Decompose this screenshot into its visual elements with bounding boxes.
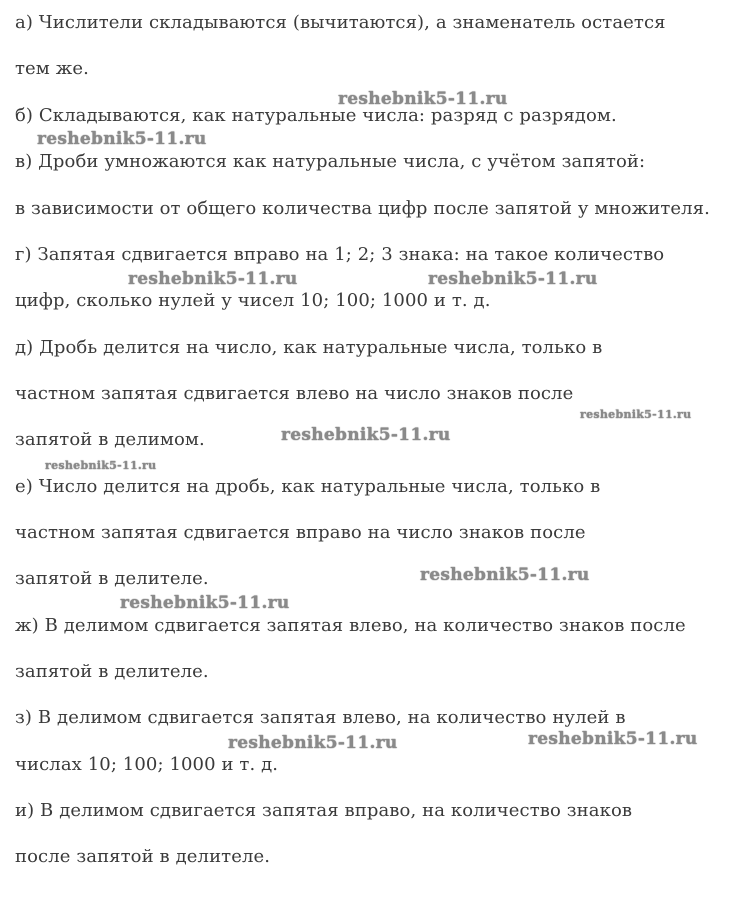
watermark: reshebnik5-11.ru: [45, 459, 157, 472]
text-line-z1: з) В делимом сдвигается запятая влево, на количество нулей в: [15, 707, 626, 728]
text-line-v1: в) Дроби умножаются как натуральные числа, с учётом запятой:: [15, 151, 646, 172]
text-line-i1: и) В делимом сдвигается запятая вправо, на количество знаков: [15, 800, 633, 821]
text-line-a2: тем же.: [15, 58, 89, 79]
watermark: reshebnik5-11.ru: [37, 129, 207, 149]
text-line-e1: е) Число делится на дробь, как натуральные числа, только в: [15, 476, 601, 497]
watermark: reshebnik5-11.ru: [420, 565, 590, 585]
text-line-i2: после запятой в делителе.: [15, 846, 271, 867]
text-line-b: б) Складываются, как натуральные числа: разряд с разрядом.: [15, 105, 617, 126]
text-line-e3: запятой в делителе.: [15, 568, 209, 589]
watermark: reshebnik5-11.ru: [338, 89, 508, 109]
watermark: reshebnik5-11.ru: [228, 733, 398, 753]
text-line-zh1: ж) В делимом сдвигается запятая влево, на количество знаков после: [15, 615, 686, 636]
watermark: reshebnik5-11.ru: [428, 269, 598, 289]
text-line-d1: д) Дробь делится на число, как натуральные числа, только в: [15, 337, 603, 358]
watermark: reshebnik5-11.ru: [528, 729, 698, 749]
text-line-zh2: запятой в делителе.: [15, 661, 209, 682]
text-line-a1: а) Числители складываются (вычитаются), а знаменатель остается: [15, 12, 666, 33]
watermark: reshebnik5-11.ru: [128, 269, 298, 289]
text-line-g2: цифр, сколько нулей у чисел 10; 100; 1000 и т. д.: [15, 290, 491, 311]
text-line-v2: в зависимости от общего количества цифр после запятой у множителя.: [15, 198, 710, 219]
text-line-g1: г) Запятая сдвигается вправо на 1; 2; 3 знака: на такое количество: [15, 244, 665, 265]
watermark: reshebnik5-11.ru: [120, 593, 290, 613]
text-line-d3: запятой в делимом.: [15, 429, 205, 450]
text-line-e2: частном запятая сдвигается вправо на число знаков после: [15, 522, 586, 543]
watermark: reshebnik5-11.ru: [281, 425, 451, 445]
watermark: reshebnik5-11.ru: [580, 408, 692, 421]
text-line-d2: частном запятая сдвигается влево на число знаков после: [15, 383, 574, 404]
text-line-z2: числах 10; 100; 1000 и т. д.: [15, 754, 279, 775]
